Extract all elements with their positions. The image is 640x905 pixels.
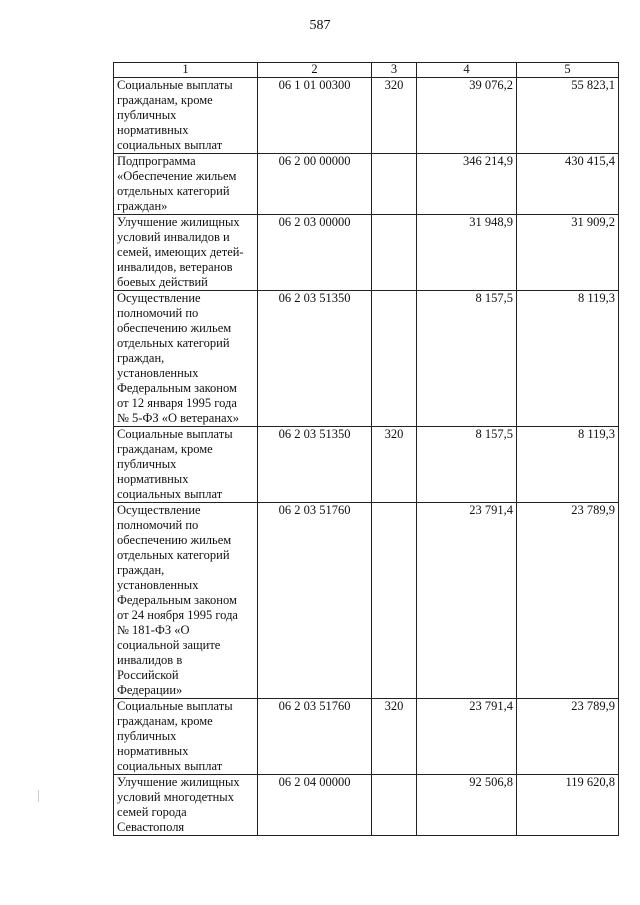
row-type-cell: 320 bbox=[372, 78, 417, 154]
row-name-cell: Улучшение жилищных условий инвалидов и семей, имеющих детей- инвалидов, ветеранов боевых действий bbox=[114, 215, 258, 291]
row-value-2024-cell: 23 789,9 bbox=[517, 503, 619, 699]
row-value-2024-cell: 119 620,8 bbox=[517, 775, 619, 836]
table-row bbox=[114, 154, 619, 215]
table-row bbox=[114, 78, 619, 154]
row-value-2023-cell: 346 214,9 bbox=[417, 154, 517, 215]
header-col-2: 2 bbox=[258, 63, 372, 78]
row-type-cell bbox=[372, 291, 417, 427]
table-row bbox=[114, 775, 619, 836]
row-value-2023-cell: 8 157,5 bbox=[417, 427, 517, 503]
header-col-5: 5 bbox=[517, 63, 619, 78]
row-type-cell bbox=[372, 775, 417, 836]
row-type-cell bbox=[372, 503, 417, 699]
margin-mark bbox=[38, 790, 47, 802]
row-value-2024-cell: 55 823,1 bbox=[517, 78, 619, 154]
row-code-cell: 06 1 01 00300 bbox=[258, 78, 372, 154]
header-row bbox=[114, 63, 619, 78]
row-code-cell: 06 2 03 51760 bbox=[258, 503, 372, 699]
row-value-2023-cell: 39 076,2 bbox=[417, 78, 517, 154]
budget-table bbox=[113, 62, 619, 836]
row-value-2023-cell: 92 506,8 bbox=[417, 775, 517, 836]
row-value-2023-cell: 8 157,5 bbox=[417, 291, 517, 427]
row-code-cell: 06 2 03 00000 bbox=[258, 215, 372, 291]
row-type-cell bbox=[372, 215, 417, 291]
row-type-cell: 320 bbox=[372, 427, 417, 503]
header-col-4: 4 bbox=[417, 63, 517, 78]
row-code-cell: 06 2 03 51350 bbox=[258, 291, 372, 427]
table-row bbox=[114, 291, 619, 427]
row-name-cell: Социальные выплаты гражданам, кроме публичных нормативных социальных выплат bbox=[114, 427, 258, 503]
row-value-2024-cell: 8 119,3 bbox=[517, 291, 619, 427]
table-row bbox=[114, 503, 619, 699]
row-value-2023-cell: 23 791,4 bbox=[417, 503, 517, 699]
row-value-2024-cell: 31 909,2 bbox=[517, 215, 619, 291]
table-body bbox=[114, 78, 619, 836]
table-header bbox=[114, 63, 619, 78]
row-code-cell: 06 2 04 00000 bbox=[258, 775, 372, 836]
row-code-cell: 06 2 03 51760 bbox=[258, 699, 372, 775]
header-col-3: 3 bbox=[372, 63, 417, 78]
row-name-cell: Осуществление полномочий по обеспечению жильем отдельных категорий граждан, установленных Федеральным законом от 12 января 1995 года № 5-ФЗ «О ветеранах» bbox=[114, 291, 258, 427]
row-name-cell: Подпрограмма «Обеспечение жильем отдельных категорий граждан» bbox=[114, 154, 258, 215]
page-number: 587 bbox=[309, 18, 331, 33]
table-row bbox=[114, 699, 619, 775]
row-name-cell: Улучшение жилищных условий многодетных семей города Севастополя bbox=[114, 775, 258, 836]
row-name-cell: Осуществление полномочий по обеспечению жильем отдельных категорий граждан, установленных Федеральным законом от 24 ноября 1995 года № 181-ФЗ «О социальной защите инвалидов в Российской Федерации» bbox=[114, 503, 258, 699]
row-type-cell bbox=[372, 154, 417, 215]
row-value-2023-cell: 23 791,4 bbox=[417, 699, 517, 775]
header-col-1: 1 bbox=[114, 63, 258, 78]
row-value-2024-cell: 8 119,3 bbox=[517, 427, 619, 503]
row-type-cell: 320 bbox=[372, 699, 417, 775]
table-row bbox=[114, 427, 619, 503]
row-code-cell: 06 2 00 00000 bbox=[258, 154, 372, 215]
row-name-cell: Социальные выплаты гражданам, кроме публичных нормативных социальных выплат bbox=[114, 78, 258, 154]
row-value-2024-cell: 430 415,4 bbox=[517, 154, 619, 215]
row-value-2023-cell: 31 948,9 bbox=[417, 215, 517, 291]
row-code-cell: 06 2 03 51350 bbox=[258, 427, 372, 503]
row-value-2024-cell: 23 789,9 bbox=[517, 699, 619, 775]
row-name-cell: Социальные выплаты гражданам, кроме публичных нормативных социальных выплат bbox=[114, 699, 258, 775]
table-row bbox=[114, 215, 619, 291]
